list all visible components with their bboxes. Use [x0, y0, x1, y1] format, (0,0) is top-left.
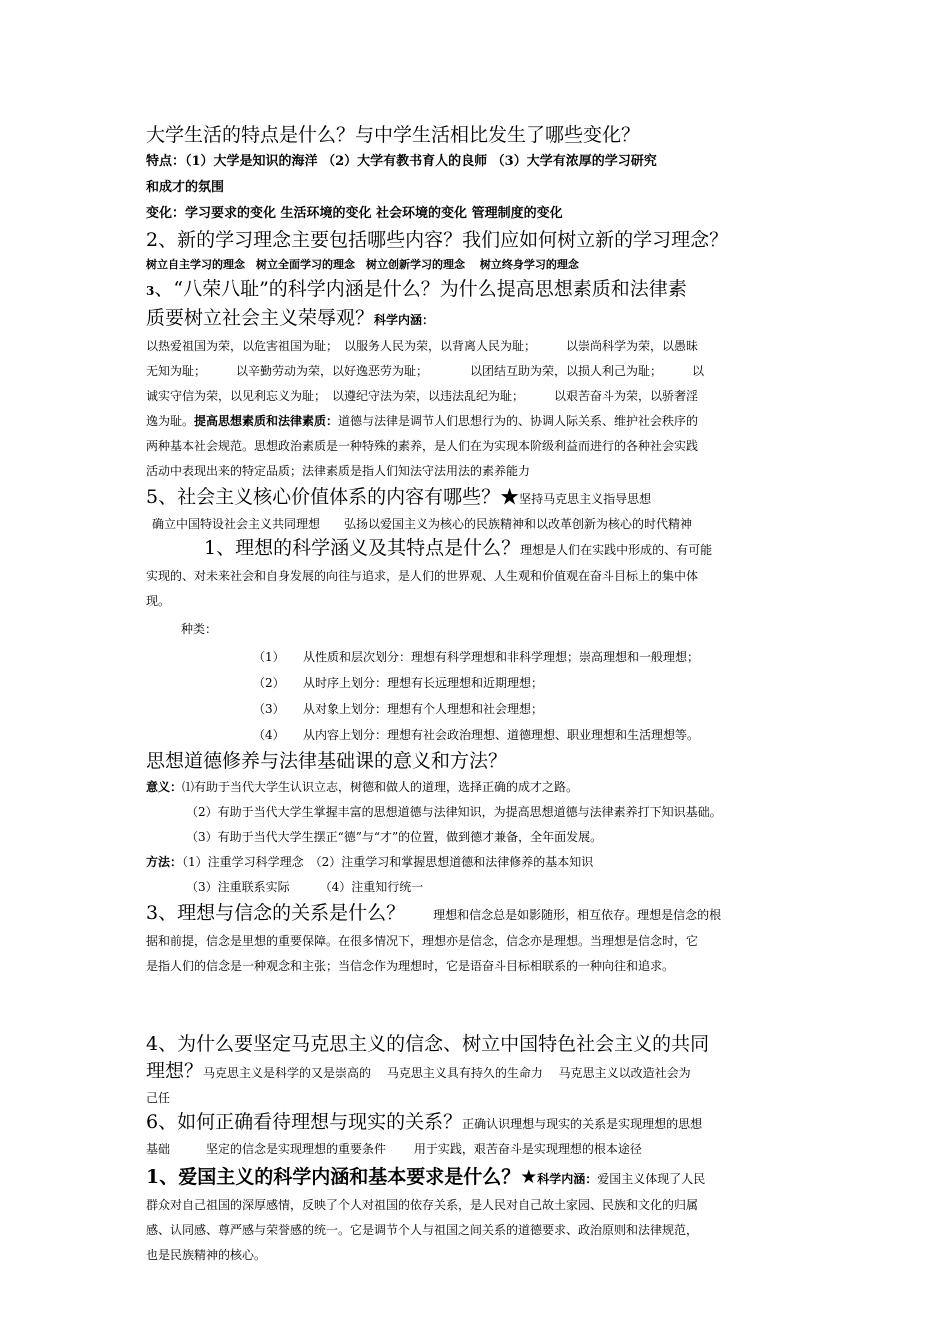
q3-title-line1 [146, 276, 814, 305]
patriot-answer-1: 爱国主义体现了人民 [597, 1172, 706, 1186]
q5-title-line [146, 484, 814, 513]
q5-answer-2: 确立中国特设社会主义共同理想 弘扬以爱国主义为核心的民族精神和以改革创新为核心的时代精神 [152, 517, 693, 531]
q1-features-line1: 特点：（1）大学是知识的海洋 （2）大学有教书育人的良师 （3）大学有浓厚的学习研究 [146, 154, 657, 169]
course-meaning-2: （2）有助于当代大学生掌握丰富的思想道德与法律知识，为提高思想道德与法律素养打下知识基础。 [186, 805, 722, 819]
document-page [146, 122, 814, 1268]
patriot-answer-3: 感、认同感、尊严感与荣誉感的统一。它是调节个人与祖国之间关系的道德要求、政治原则和法律规范， [146, 1223, 699, 1237]
q3-line5: 两种基本社会规范。思想政治素质是一种特殊的素养，是人们在为实现本阶级利益而进行的各种社会实践 [146, 439, 699, 453]
belief-answer-2: 据和前提，信念是里想的重要保障。在很多情况下，理想亦是信念，信念亦是理想。当理想是信念时，它 [146, 934, 699, 948]
item-number: （1） [253, 650, 285, 664]
ideal-kind-item [146, 696, 814, 722]
belief-title-line [146, 900, 814, 929]
star-icon: ★ [520, 1166, 538, 1188]
patriot-answer-4: 也是民族精神的核心。 [146, 1248, 267, 1262]
q3-line4-start: 逸为耻。 [146, 414, 195, 428]
patriot-title: 1、爱国主义的科学内涵和基本要求是什么？ [146, 1166, 521, 1188]
item-number: （3） [253, 702, 285, 716]
belief-answer-1: 理想和信念总是如影随形，相互依存。理想是信念的根 [433, 908, 722, 922]
marx-title-line1: 4、为什么要坚定马克思主义的信念、树立中国特色社会主义的共同 [146, 1033, 710, 1055]
course-meaning-1 [146, 775, 814, 800]
ideal-title: 1、理想的科学涵义及其特点是什么？ [204, 537, 521, 559]
ideal-kind-item [146, 670, 814, 696]
q2-answer: 树立自主学习的理念 树立全面学习的理念 树立创新学习的理念 树立终身学习的理念 [146, 258, 579, 271]
course-method-1 [146, 850, 814, 875]
q3-line4 [146, 409, 814, 434]
marx-title-2: 理想？ [146, 1060, 204, 1082]
q3-line3: 诚实守信为荣，以见利忘义为耻； 以遵纪守法为荣，以违法乱纪为耻； 以艰苦奋斗为荣，以骄奢淫 [146, 389, 699, 403]
q1-title: 大学生活的特点是什么？与中学生活相比发生了哪些变化？ [146, 124, 641, 146]
marx-title-line2 [146, 1058, 814, 1087]
belief-title: 3、理想与信念的关系是什么？ [146, 902, 406, 924]
q3-title-text: 、“八荣八耻”的科学内涵是什么？为什么提高思想素质和法律素 [154, 278, 687, 300]
blank-space [146, 979, 814, 1031]
patriot-label: 科学内涵： [537, 1172, 598, 1186]
q1-features-line2: 和成才的氛围 [146, 180, 225, 195]
q3-label: 科学内涵： [374, 313, 435, 327]
method-1-text: （1）注重学习科学理念 （2）注重学习和掌握思想道德和法律修养的基本知识 [182, 855, 594, 869]
ideal-answer-2: 实现的、对未来社会和自身发展的向往与追求，是人们的世界观、人生观和价值观在奋斗目标上的集中体 [146, 569, 699, 583]
reality-answer-1: 正确认识理想与现实的关系是实现理想的思想 [462, 1117, 703, 1131]
item-number: （2） [253, 676, 285, 690]
item-number: （4） [253, 728, 285, 742]
meaning-1-text: ⑴有助于当代大学生认识立志，树德和做人的道理，选择正确的成才之路。 [182, 780, 579, 794]
q3-line6: 活动中表现出来的特定品质；法律素质是指人们知法守法用法的素养能力 [146, 464, 531, 478]
reality-answer-2: 基础 坚定的信念是实现理想的重要条件 用于实践，艰苦奋斗是实现理想的根本途径 [146, 1142, 642, 1156]
reality-title: 6、如何正确看待理想与现实的关系？ [146, 1111, 463, 1133]
patriot-title-line [146, 1164, 814, 1193]
course-title: 思想道德修养与法律基础课的意义和方法？ [146, 750, 508, 772]
course-meaning-3: （3）有助于当代大学生摆正“德”与“才”的位置，做到德才兼备，全年面发展。 [186, 830, 603, 844]
belief-answer-3: 是指人们的信念是一种观念和主张；当信念作为理想时，它是语奋斗目标相联系的一种向往和追求。 [146, 959, 675, 973]
q5-answer-1: 坚持马克思主义指导思想 [519, 492, 652, 506]
marx-answer-2: 己任 [146, 1091, 171, 1105]
q2-title: 2、新的学习理念主要包括哪些内容？我们应如何树立新的学习理念？ [146, 229, 729, 251]
q3-line2: 无知为耻； 以辛勤劳动为荣，以好逸恶劳为耻； 以团结互助为荣，以损人利己为耻； 以 [146, 364, 705, 378]
q3-line1: 以热爱祖国为荣，以危害祖国为耻； 以服务人民为荣，以背离人民为耻； 以崇尚科学为荣，以愚昧 [146, 339, 699, 353]
ideal-title-line [146, 535, 814, 564]
ideal-kind-item [146, 644, 814, 670]
marx-answer-1: 马克思主义是科学的又是崇高的 马克思主义具有持久的生命力 马克思主义以改造社会为 [203, 1066, 691, 1080]
q1-changes: 变化：学习要求的变化 生活环境的变化 社会环境的变化 管理制度的变化 [146, 206, 563, 221]
item-text: 从性质和层次划分：理想有科学理想和非科学理想；崇高理想和一般理想； [303, 650, 700, 664]
meaning-label: 意义： [146, 780, 183, 794]
ideal-kind-item [146, 722, 814, 748]
ideal-answer-1: 理想是人们在实践中形成的、有可能 [520, 543, 713, 557]
item-text: 从内容上划分：理想有社会政治理想、道德理想、职业理想和生活理想等。 [303, 728, 700, 742]
q3-line4-rest: 道德与法律是调节人们思想行为的、协调人际关系、维护社会秩序的 [338, 414, 699, 428]
course-method-2: （3）注重联系实际 （4）注重知行统一 [186, 880, 424, 894]
ideal-kinds-label: 种类： [181, 622, 218, 636]
patriot-answer-2: 群众对自己祖国的深厚感情，反映了个人对祖国的依存关系，是人民对自己故土家园、民族和文化的归属 [146, 1198, 699, 1212]
reality-title-line [146, 1109, 814, 1138]
q3-title-line2 [146, 305, 814, 334]
star-icon: ★ [500, 486, 520, 508]
q3-number: 3 [146, 284, 155, 298]
item-text: 从时序上划分：理想有长远理想和近期理想； [303, 676, 544, 690]
q5-title: 5、社会主义核心价值体系的内容有哪些？ [146, 486, 501, 508]
q3-title-text-2: 质要树立社会主义荣辱观？ [146, 307, 375, 329]
ideal-answer-3: 现。 [146, 594, 171, 608]
method-label: 方法： [146, 855, 183, 869]
q3-quality-label: 提高思想素质和法律素质： [194, 414, 339, 428]
item-text: 从对象上划分：理想有个人理想和社会理想； [303, 702, 544, 716]
